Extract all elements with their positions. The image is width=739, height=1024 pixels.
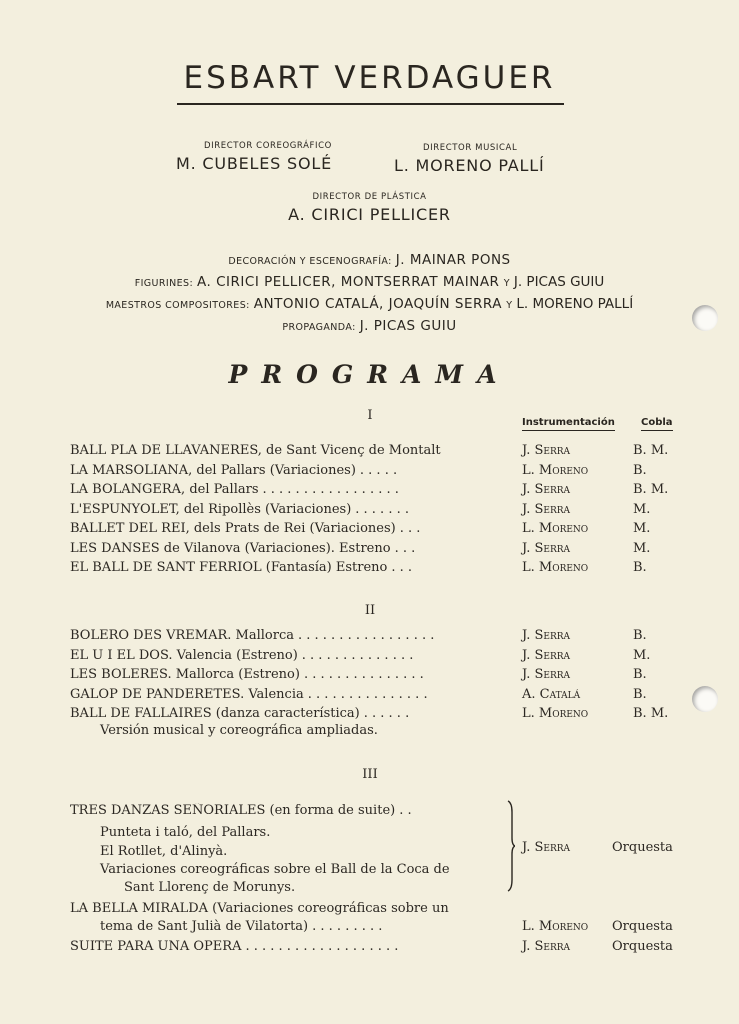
cobla-cell: M. [633, 647, 651, 663]
leader-dots: . . . [394, 540, 416, 556]
miralda-dots: . . . . . . . . . [312, 919, 383, 934]
piece-title: LA BOLANGERA, del Pallars [70, 482, 263, 497]
punch-hole-bottom [692, 686, 718, 712]
suite-opera-title: SUITE PARA UNA OPERA [70, 939, 245, 954]
leader-dots: . . . . . . . . . . . . . . . [307, 686, 428, 702]
instrumentation-cell: L. Moreno [522, 560, 589, 575]
miralda-cobla: Orquesta [612, 919, 673, 934]
instrumentation-header: Instrumentación [522, 417, 615, 431]
cobla-cell: B. M. [633, 706, 669, 721]
credit-propaganda [0, 318, 739, 334]
cobla-cell: B. [633, 628, 647, 643]
leader-dots: . . . . . . . . . . . . . . . . . [297, 628, 435, 643]
figurines-and: Y [503, 278, 510, 289]
suite-instrumentation: J. Serra [522, 840, 570, 855]
suite-brace [507, 800, 515, 892]
piece-title: BALLET DEL REI, dels Prats de Rei (Variaciones) [70, 521, 400, 536]
cobla-cell: B. M. [633, 443, 669, 458]
composers-and: Y [506, 300, 513, 311]
choreo-director-label: DIRECTOR COREOGRÁFICO [204, 141, 332, 151]
credit-figurines [0, 274, 739, 290]
miralda-line-2: tema de Sant Julià de Vilatorta) [100, 919, 312, 934]
page-title: ESBART VERDAGUER [183, 60, 556, 96]
piece-title: L'ESPUNYOLET, del Ripollès (Variaciones) [70, 502, 355, 517]
leader-dots: . . . [399, 521, 421, 536]
suite-part: Sant Llorenç de Morunys. [124, 880, 296, 895]
cobla-cell: B. [633, 686, 647, 702]
cobla-cell: B. [633, 560, 647, 575]
suite-part: Variaciones coreográficas sobre el Ball de la Coca de [100, 862, 450, 877]
piece-title: GALOP DE PANDERETES. Valencia [70, 687, 308, 702]
instrumentation-cell: J. Serra [522, 667, 570, 682]
title-underline [177, 103, 564, 105]
cobla-cell: M. [633, 521, 651, 536]
instrumentation-cell: J. Serra [522, 540, 570, 556]
leader-dots: . . . . . [359, 462, 398, 478]
instrumentation-cell: J. Serra [522, 443, 570, 458]
cobla-cell: M. [633, 501, 651, 517]
cobla-cell: B. [633, 667, 647, 682]
piece-title: LES BOLERES. Mallorca (Estreno) [70, 667, 304, 682]
leader-dots: . . . [391, 560, 413, 575]
composers-name-2: L. MORENO PALLÍ [516, 296, 634, 312]
suite-part: Punteta i taló, del Pallars. [100, 825, 271, 840]
music-director-name: L. MORENO PALLÍ [394, 156, 545, 175]
instrumentation-cell: J. Serra [522, 628, 570, 643]
suite-title-dots: . . [399, 803, 412, 818]
choreo-director-name: M. CUBELES SOLÉ [176, 154, 332, 173]
piece-title: BALL DE FALLAIRES (danza característica) [70, 706, 364, 721]
section-1-numeral: I [367, 408, 373, 423]
plastic-director-name: A. CIRICI PELLICER [288, 205, 451, 224]
leader-dots: . . . . . . [363, 706, 410, 721]
figurines-name-2: J. PICAS GUIU [513, 274, 605, 290]
cobla-cell: B. [633, 462, 647, 478]
piece-title: EL U I EL DOS. Valencia (Estreno) [70, 648, 302, 663]
leader-dots: . . . . . . . . . . . . . . [301, 647, 414, 663]
section-3-numeral: III [362, 767, 378, 782]
instrumentation-cell: J. Serra [522, 501, 570, 517]
piece-title: EL BALL DE SANT FERRIOL (Fantasía) Estreno [70, 560, 391, 575]
instrumentation-cell: J. Serra [522, 647, 570, 663]
leader-dots: . . . . . . . . . . . . . . . [303, 667, 424, 682]
piece-title: BOLERO DES VREMAR. Mallorca [70, 628, 298, 643]
leader-dots: . . . . . . . [355, 501, 409, 517]
suite-cobla: Orquesta [612, 840, 673, 855]
cobla-cell: B. M. [633, 482, 669, 497]
piece-title: LES DANSES de Vilanova (Variaciones). Estreno [70, 541, 395, 556]
miralda-instrumentation: L. Moreno [522, 919, 589, 934]
music-director-label: DIRECTOR MUSICAL [423, 143, 518, 153]
credit-decoration [0, 252, 739, 268]
figurines-label: FIGURINES: [134, 278, 194, 289]
suite-opera-instrumentation: J. Serra [522, 939, 570, 954]
instrumentation-cell: L. Moreno [522, 706, 589, 721]
suite-part: El Rotllet, d'Alinyà. [100, 844, 228, 859]
decoration-name: J. MAINAR PONS [395, 252, 511, 268]
suite-opera-cobla: Orquesta [612, 939, 673, 954]
piece-title: LA MARSOLIANA, del Pallars (Variaciones) [70, 463, 360, 478]
programa-heading: PROGRAMA [228, 360, 511, 389]
section-2-numeral: II [364, 603, 376, 618]
instrumentation-cell: A. Catalá [522, 686, 581, 702]
figurines-names: A. CIRICI PELLICER, MONTSERRAT MAINAR [197, 274, 500, 290]
section-2-note: Versión musical y coreográfica ampliadas. [100, 723, 378, 738]
miralda-line-1: LA BELLA MIRALDA (Variaciones coreográficas sobre un [70, 901, 449, 916]
credit-composers [0, 296, 739, 312]
composers-label: MAESTROS COMPOSITORES: [105, 300, 250, 311]
instrumentation-cell: J. Serra [522, 482, 570, 497]
decoration-label: DECORACIÓN Y ESCENOGRAFÍA: [228, 256, 392, 267]
plastic-director-label: DIRECTOR DE PLÁSTICA [312, 192, 427, 202]
instrumentation-cell: L. Moreno [522, 521, 589, 536]
propaganda-label: PROPAGANDA: [282, 322, 356, 333]
piece-title: BALL PLA DE LLAVANERES, de Sant Vicenç de Montalt [70, 443, 445, 458]
composers-names: ANTONIO CATALÁ, JOAQUÍN SERRA [253, 296, 502, 312]
instrumentation-cell: L. Moreno [522, 462, 589, 478]
cobla-header: Cobla [641, 417, 673, 431]
suite-opera-dots: . . . . . . . . . . . . . . . . . . . [245, 939, 399, 954]
suite-title: TRES DANZAS SEÑORIALES (en forma de suite) [70, 803, 399, 818]
propaganda-name: J. PICAS GUIU [359, 318, 457, 334]
cobla-cell: M. [633, 540, 651, 556]
leader-dots: . . . . . . . . . . . . . . . . . [262, 482, 399, 497]
